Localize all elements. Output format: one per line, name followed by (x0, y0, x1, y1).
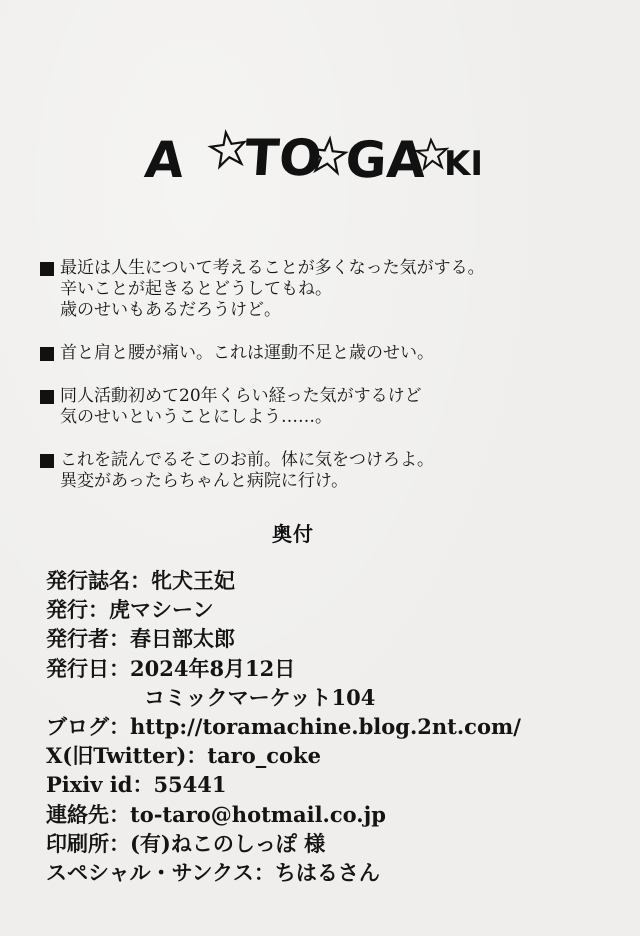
colophon-row-title: 発行誌名：牝犬王妃 (46, 568, 235, 593)
note-line: これを読んでるそこのお前。体に気をつけろよ。 (60, 450, 434, 470)
title-part-ki: KI (444, 144, 483, 184)
afterword-title-graphic (142, 115, 490, 205)
note-item (40, 343, 600, 364)
star-icon (209, 130, 247, 167)
note-line: 辛いことが起きるとどうしてもね。 (60, 279, 332, 299)
colophon-row-date: 発行日：2024年8月12日 (46, 655, 296, 681)
note-item (40, 450, 600, 492)
note-line: 気のせいということにしよう……。 (60, 407, 332, 427)
afterword-title (142, 115, 490, 205)
afterword-notes (40, 258, 600, 508)
note-line: 歳のせいもあるだろうけど。 (60, 300, 281, 320)
note-line: 最近は人生について考えることが多くなった気がする。 (60, 258, 485, 278)
square-bullet-icon (40, 262, 54, 276)
colophon-row-publisher: 発行：虎マシーン (46, 597, 214, 623)
colophon-row-author: 発行者：春日部太郎 (46, 626, 235, 652)
colophon-heading: 奥付 (272, 522, 314, 546)
square-bullet-icon (40, 454, 54, 468)
note-item (40, 258, 600, 321)
square-bullet-icon (40, 347, 54, 361)
note-line: 首と肩と腰が痛い。これは運動不足と歳のせい。 (60, 343, 434, 363)
colophon-row-blog: ブログ：http://toramachine.blog.2nt.com/ (46, 714, 521, 740)
note-line: 異変があったらちゃんと病院に行け。 (60, 471, 349, 491)
title-part-to: TO (242, 129, 324, 187)
colophon-row-contact: 連絡先：to-taro@hotmail.co.jp (46, 801, 386, 827)
note-item (40, 386, 600, 428)
colophon-row-x: X(旧Twitter)：taro_coke (46, 743, 321, 769)
title-part-a: A (142, 130, 188, 189)
colophon-row-pixiv: Pixiv id：55441 (46, 772, 227, 798)
title-part-ga: GA (344, 131, 427, 189)
square-bullet-icon (40, 390, 54, 404)
colophon-row-printer: 印刷所：(有)ねこのしっぽ 様 (46, 830, 326, 856)
colophon-row-thanks: スペシャル・サンクス：ちはるさん (46, 860, 380, 886)
colophon (46, 566, 606, 887)
note-line: 同人活動初めて20年くらい経った気がするけど (60, 386, 422, 406)
colophon-row-event: コミックマーケット104 (144, 684, 376, 710)
